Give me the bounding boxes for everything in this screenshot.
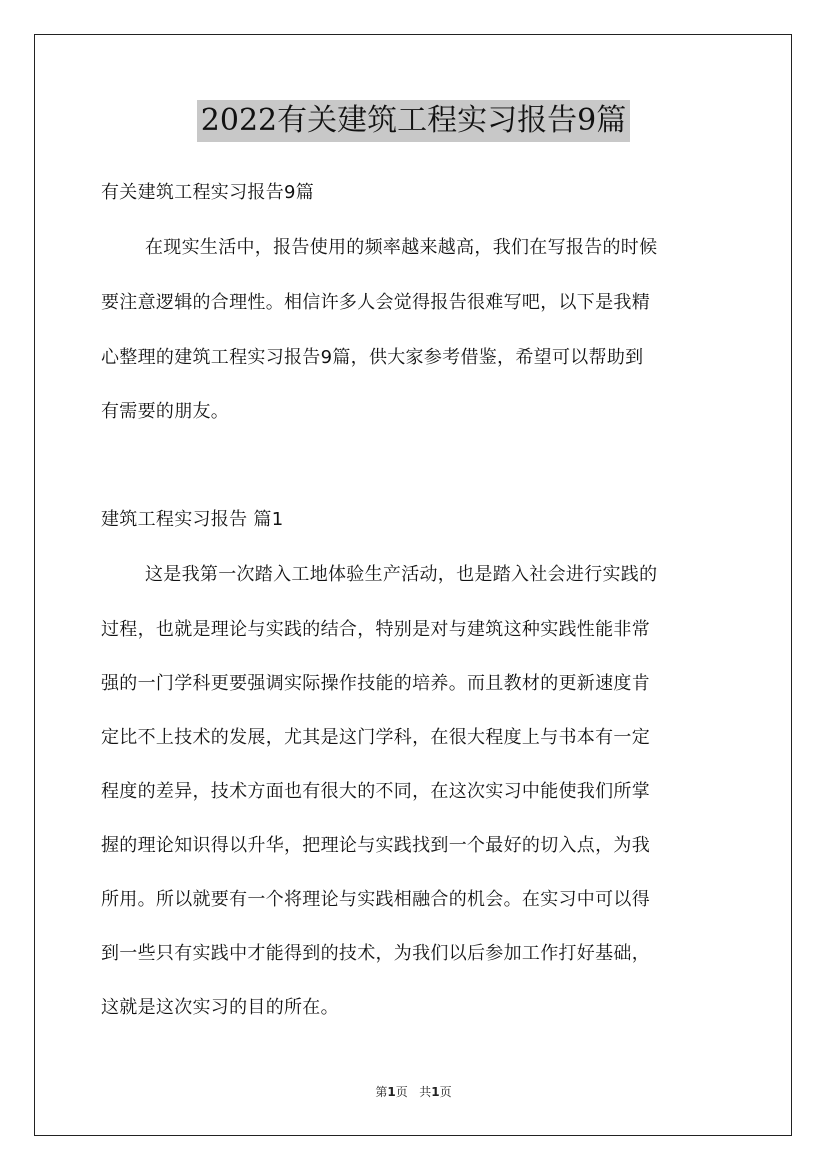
section-line: 这就是这次实习的目的所在。 — [101, 997, 339, 1018]
section-line: 过程，也就是理论与实践的结合，特别是对与建筑这种实践性能非常 — [101, 619, 650, 640]
total-suffix: 页 — [439, 1085, 452, 1099]
intro-line: 有需要的朋友。 — [101, 401, 230, 422]
section-line: 定比不上技术的发展，尤其是这门学科，在很大程度上与书本有一定 — [101, 727, 650, 748]
intro-line: 在现实生活中，报告使用的频率越来越高，我们在写报告的时候 — [145, 237, 658, 258]
document-title: 2022有关建筑工程实习报告9篇 — [197, 100, 630, 142]
intro-line: 心整理的建筑工程实习报告9篇，供大家参考借鉴，希望可以帮助到 — [101, 347, 644, 368]
total-number: 1 — [431, 1085, 440, 1099]
intro-line: 要注意逻辑的合理性。相信许多人会觉得报告很难写吧，以下是我精 — [101, 292, 650, 313]
section-line: 程度的差异，技术方面也有很大的不同，在这次实习中能使我们所掌 — [101, 781, 650, 802]
page-number: 1 — [387, 1085, 396, 1099]
page-suffix: 页 — [395, 1085, 408, 1099]
page-prefix: 第 — [375, 1085, 388, 1099]
page-footer — [0, 1083, 827, 1100]
total-prefix: 共 — [419, 1085, 432, 1099]
section-line: 所用。所以就要有一个将理论与实践相融合的机会。在实习中可以得 — [101, 889, 650, 910]
section-line: 强的一门学科更要强调实际操作技能的培养。而且教材的更新速度肯 — [101, 673, 650, 694]
document-subtitle: 有关建筑工程实习报告9篇 — [101, 182, 315, 203]
section-line: 握的理论知识得以升华，把理论与实践找到一个最好的切入点，为我 — [101, 835, 650, 856]
section-line: 这是我第一次踏入工地体验生产活动，也是踏入社会进行实践的 — [145, 564, 658, 585]
section-line: 到一些只有实践中才能得到的技术，为我们以后参加工作打好基础， — [101, 943, 650, 964]
section-heading: 建筑工程实习报告 篇1 — [101, 509, 284, 530]
title-wrap — [0, 100, 827, 142]
